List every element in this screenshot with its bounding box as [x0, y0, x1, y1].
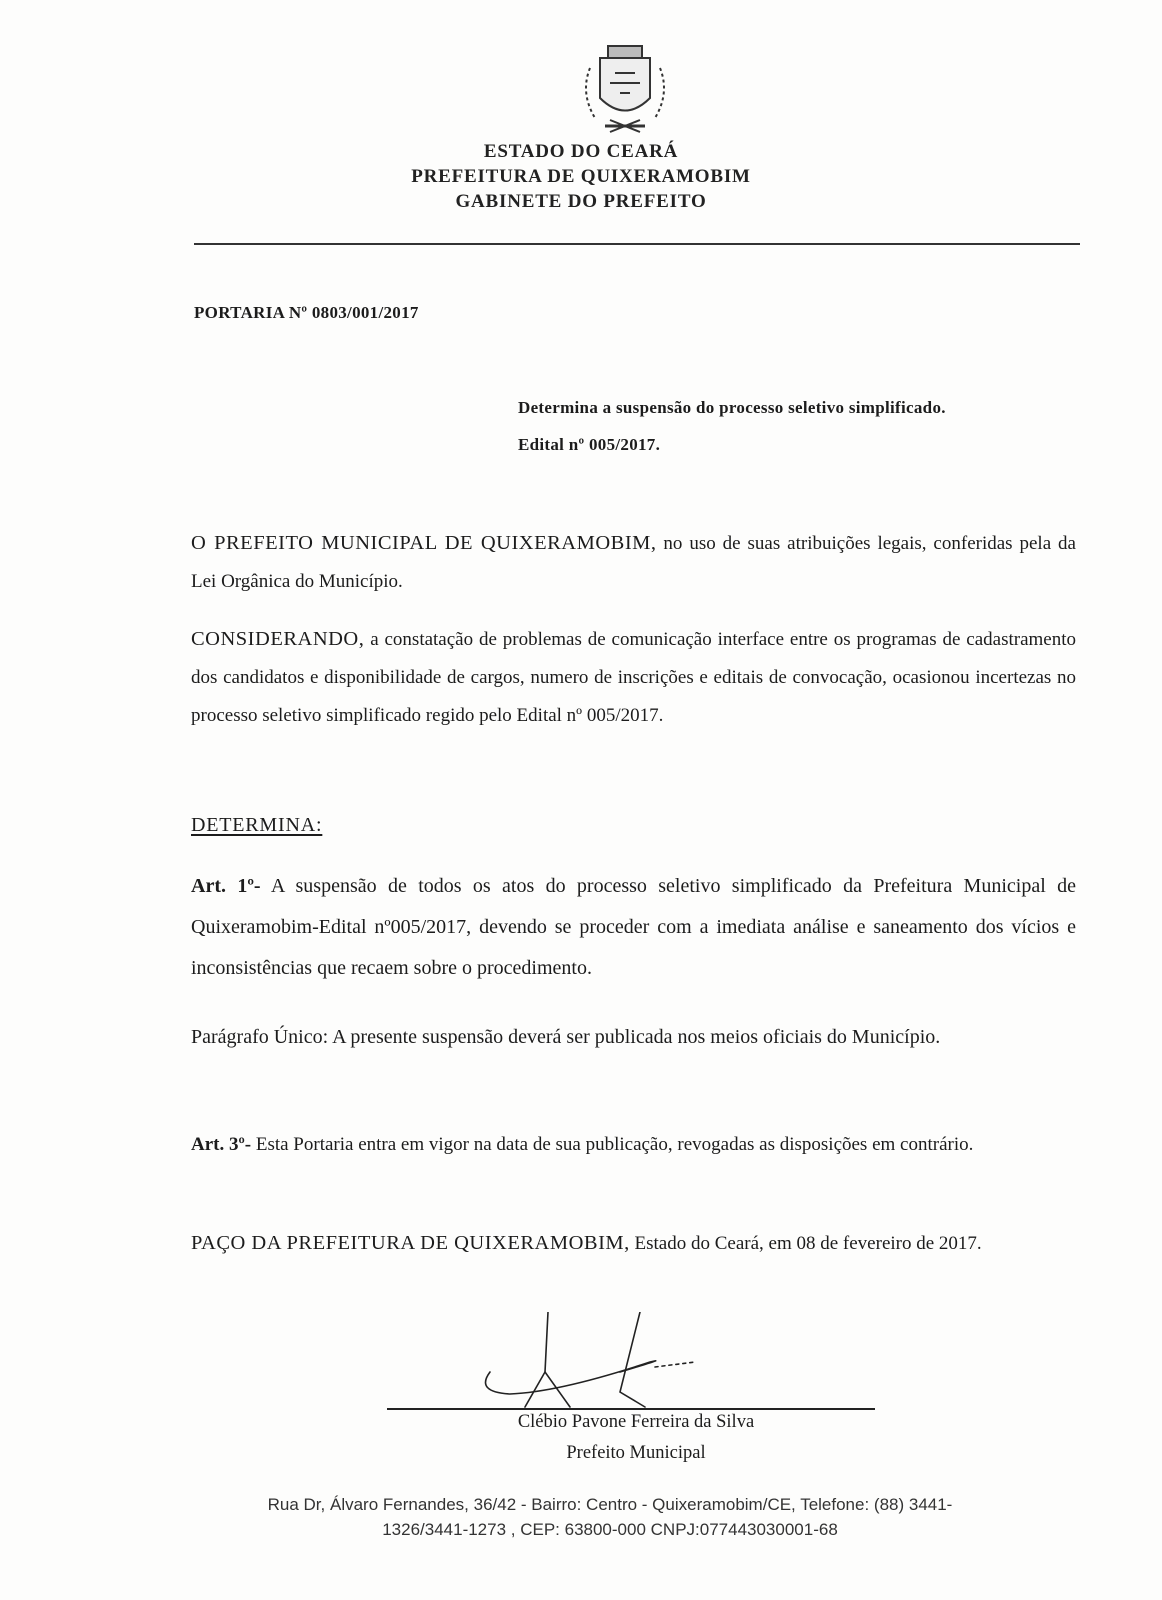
- ementa-line-1: Determina a suspensão do processo seletivo simplificado.: [518, 398, 946, 417]
- article-1-text: A suspensão de todos os atos do processo seletivo simplificado da Prefeitura Municipal de Quixeramobim-Edital nº005/2017, devendo se proceder com a imediata análise e saneamento dos vícios e inconsistências que recaem sobre o procedimento.: [191, 875, 1076, 979]
- article-3-text: Esta Portaria entra em vigor na data de sua publicação, revogadas as disposições em contrário.: [251, 1134, 974, 1155]
- considerando-lead: CONSIDERANDO,: [191, 628, 365, 650]
- closing-text: Estado do Ceará, em 08 de fevereiro de 2017.: [629, 1233, 982, 1254]
- header-city-hall: PREFEITURA DE QUIXERAMOBIM: [411, 166, 751, 187]
- handwritten-signature: [470, 1312, 720, 1412]
- article-1-label: Art. 1º-: [191, 875, 261, 897]
- header-office: GABINETE DO PREFEITO: [455, 191, 707, 212]
- coat-of-arms-icon: [570, 38, 680, 138]
- signatory-role: Prefeito Municipal: [566, 1443, 706, 1463]
- considerando-paragraph: [191, 620, 1076, 735]
- considerando-text: a constatação de problemas de comunicação interface entre os programas de cadastramento dos candidatos e disponibilidade de cargos, numero de inscrições e editais de convocação, ocasionou incertezas no processo seletivo simplificado regido pelo Edital nº 005/2017.: [191, 629, 1076, 726]
- preamble-text: no uso de suas atribuições legais, conferidas pela da Lei Orgânica do Município.: [191, 533, 1076, 592]
- paragrafo-unico: Parágrafo Único: A presente suspensão deverá ser publicada nos meios oficiais do Município.: [191, 1026, 941, 1048]
- footer-address-line-2: 1326/3441-1273 , CEP: 63800-000 CNPJ:077443030001-68: [382, 1520, 838, 1539]
- footer-address-line-1: Rua Dr, Álvaro Fernandes, 36/42 - Bairro: Centro - Quixeramobim/CE, Telefone: (88) 3441-: [267, 1495, 953, 1514]
- preamble-lead: O PREFEITO MUNICIPAL DE QUIXERAMOBIM,: [191, 532, 657, 554]
- preamble-paragraph: [191, 524, 1076, 601]
- closing-paragraph: [191, 1224, 1076, 1263]
- signatory-name: Clébio Pavone Ferreira da Silva: [517, 1412, 755, 1432]
- determina-heading: DETERMINA:: [191, 814, 323, 836]
- portaria-number: PORTARIA Nº 0803/001/2017: [194, 303, 419, 322]
- article-3-paragraph: [191, 1126, 1076, 1164]
- article-3-label: Art. 3º-: [191, 1134, 252, 1155]
- article-1-paragraph: [191, 866, 1076, 989]
- closing-lead: PAÇO DA PREFEITURA DE QUIXERAMOBIM,: [191, 1232, 630, 1254]
- ementa-line-2: Edital nº 005/2017.: [518, 435, 661, 454]
- signature-line: [387, 1408, 875, 1410]
- header-state: ESTADO DO CEARÁ: [483, 141, 679, 162]
- header-divider: [194, 243, 1080, 245]
